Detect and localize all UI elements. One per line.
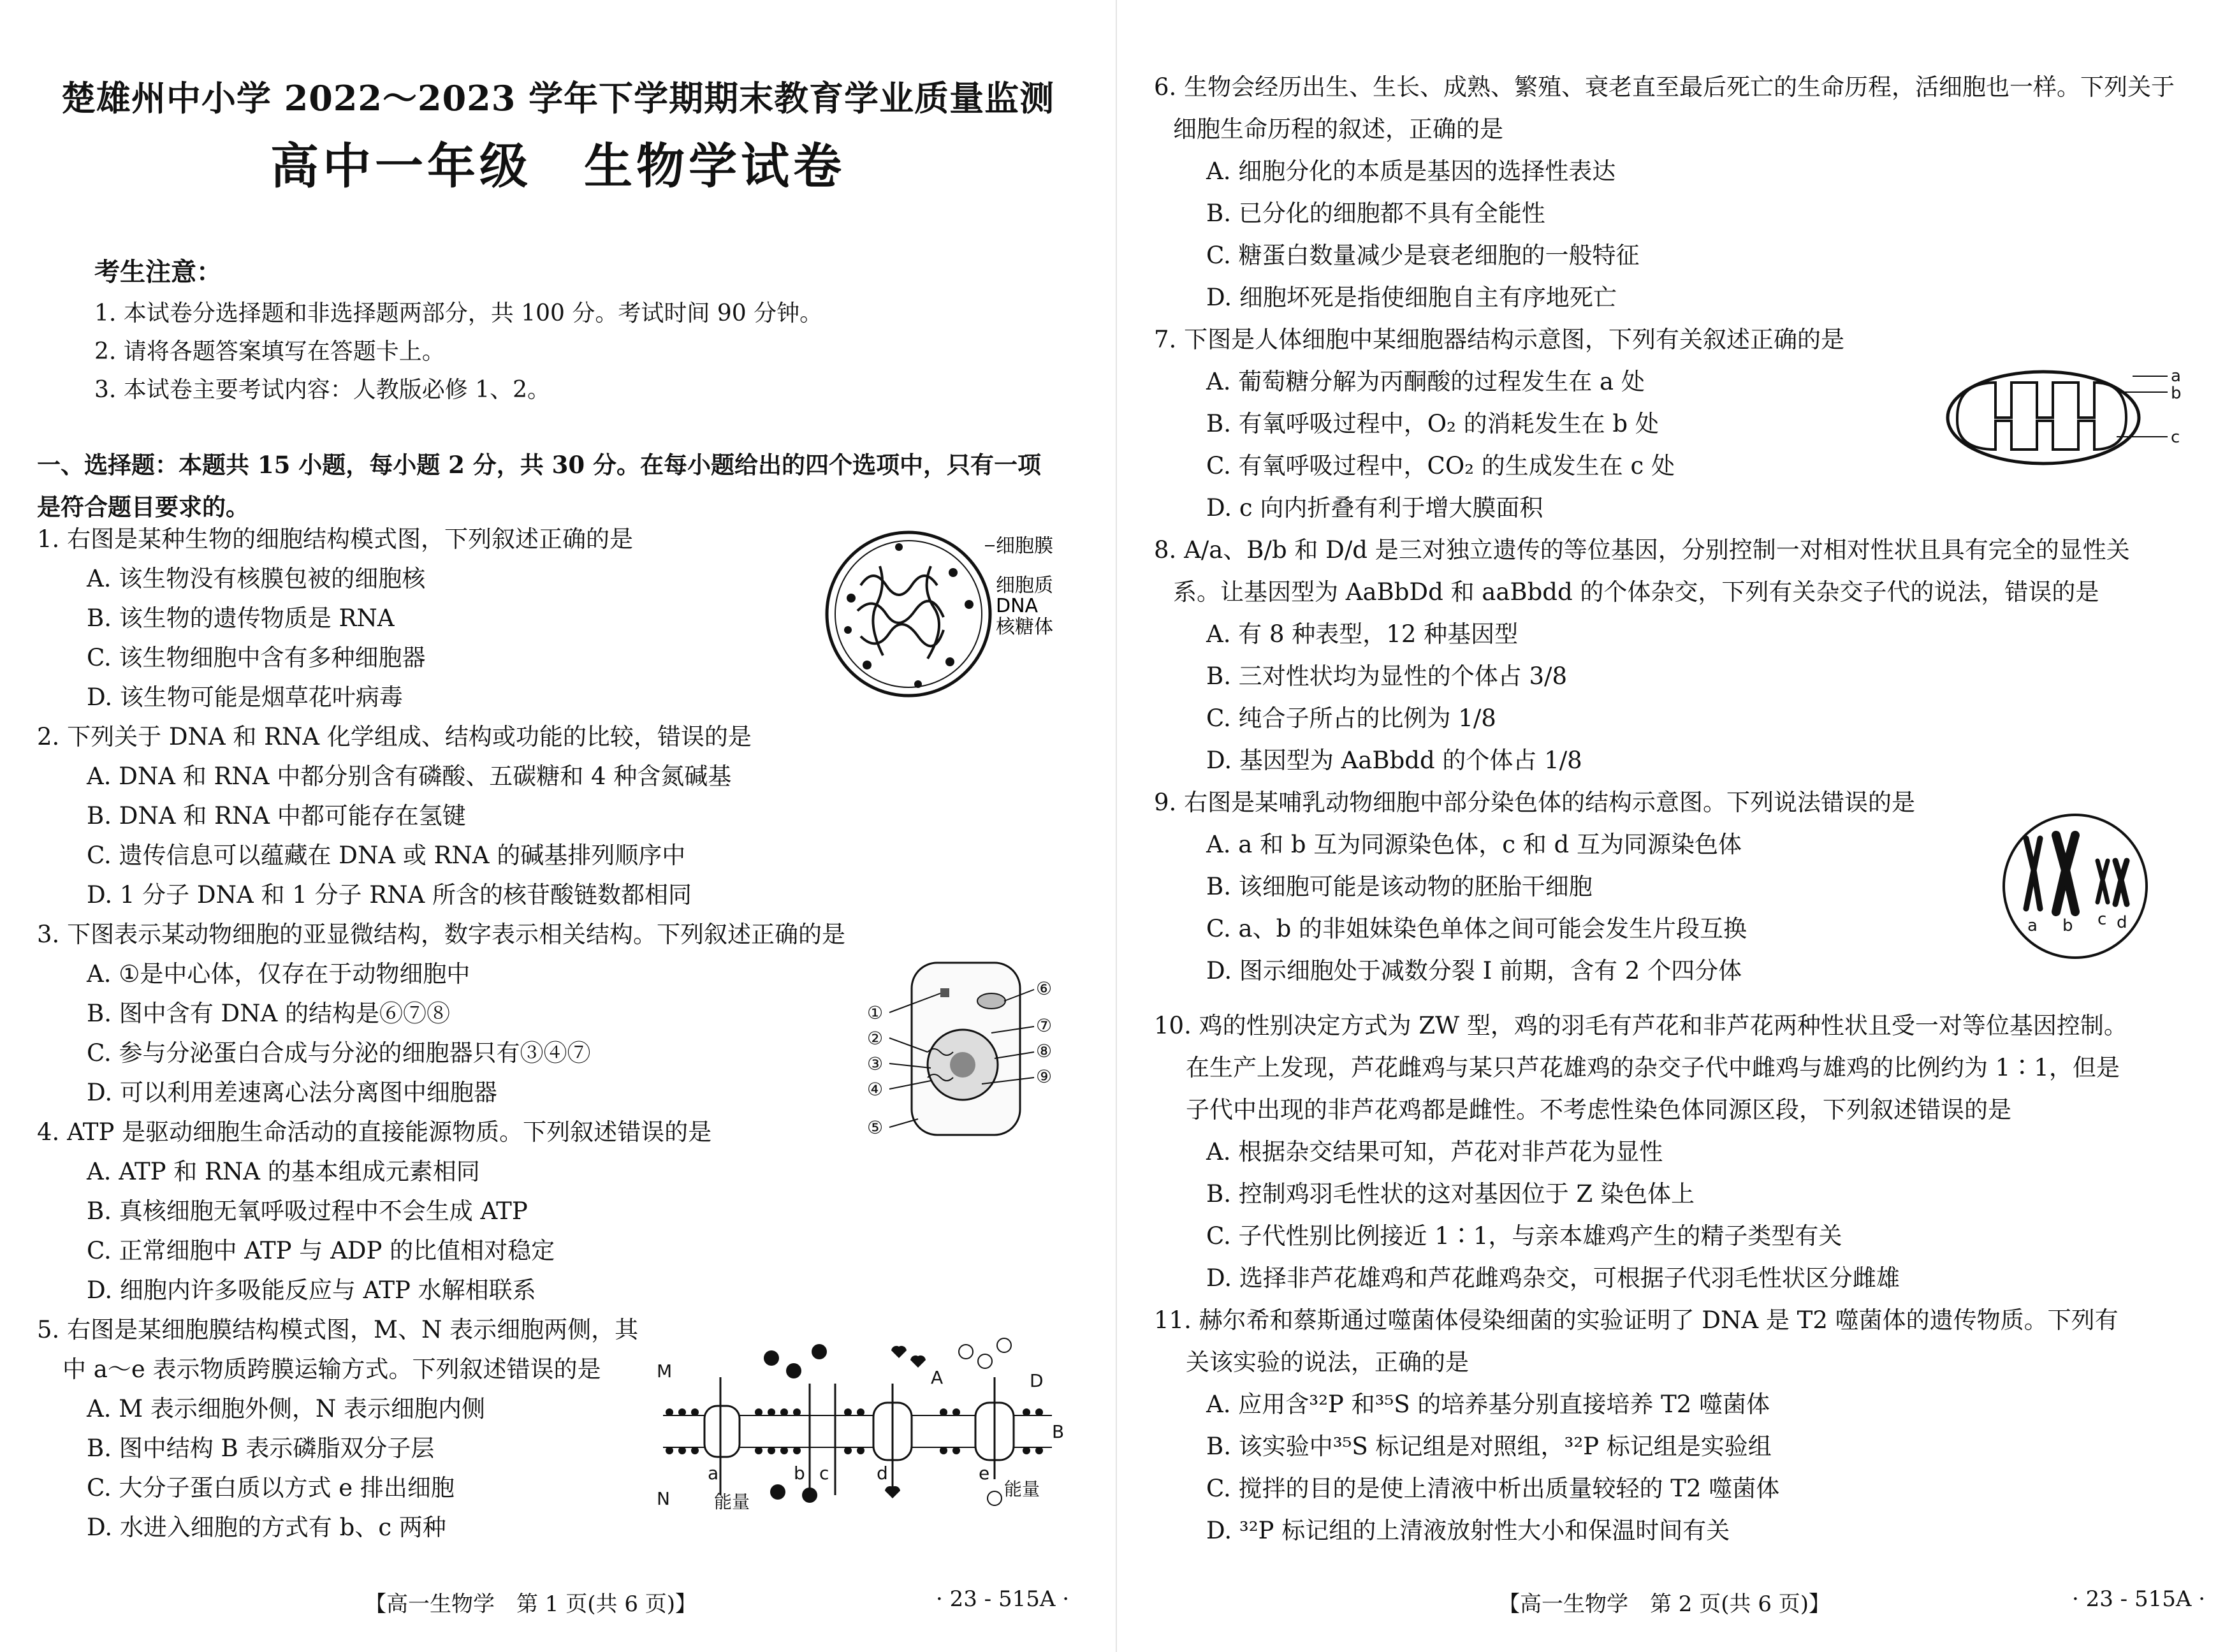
figure1-label-dna: DNA (996, 595, 1039, 617)
question-9-option-a: A. a 和 b 互为同源染色体，c 和 d 互为同源染色体 (1206, 831, 1742, 858)
figure9-label-b: b (2062, 916, 2073, 935)
question-11-option-c: C. 搅拌的目的是使上清液中析出质量较轻的 T2 噬菌体 (1206, 1475, 1780, 1502)
figure3-label-4: ④ (867, 1079, 884, 1100)
question-7-option-c: C. 有氧呼吸过程中，CO₂ 的生成发生在 c 处 (1206, 452, 1675, 479)
figure7-label-c: c (2171, 428, 2180, 447)
figure9-label-a: a (2027, 916, 2038, 935)
question-1-option-b: B. 该生物的遗传物质是 RNA (87, 604, 395, 632)
question-5-stem-line2: 中 a～e 表示物质跨膜运输方式。下列叙述错误的是 (62, 1356, 601, 1383)
question-5-option-d: D. 水进入细胞的方式有 b、c 两种 (87, 1514, 446, 1541)
question-3-stem: 3. 下图表示某动物细胞的亚显微结构，数字表示相关结构。下列叙述正确的是 (37, 921, 846, 948)
question-7-option-a: A. 葡萄糖分解为丙酮酸的过程发生在 a 处 (1206, 368, 1645, 395)
question-9-option-d: D. 图示细胞处于减数分裂 I 前期，含有 2 个四分体 (1206, 957, 1742, 984)
question-4-stem: 4. ATP 是驱动细胞生命活动的直接能源物质。下列叙述错误的是 (37, 1118, 712, 1146)
question-1-stem: 1. 右图是某种生物的细胞结构模式图，下列叙述正确的是 (37, 525, 634, 553)
question-1-option-a: A. 该生物没有核膜包被的细胞核 (87, 565, 426, 592)
figure5-label-a: a (708, 1463, 719, 1484)
chromosome-figure (1989, 810, 2161, 963)
question-2-option-b: B. DNA 和 RNA 中都可能存在氢键 (87, 802, 466, 830)
figure7-label-a: a (2171, 367, 2181, 386)
question-10-option-c: C. 子代性别比例接近 1∶1，与亲本雄鸡产生的精子类型有关 (1206, 1222, 1842, 1250)
question-2-stem: 2. 下列关于 DNA 和 RNA 化学组成、结构或功能的比较，错误的是 (37, 723, 752, 750)
mitochondrion-figure (1938, 363, 2193, 472)
question-4-option-a: A. ATP 和 RNA 的基本组成元素相同 (87, 1158, 480, 1185)
figure3-label-3: ③ (867, 1053, 884, 1074)
figure5-label-energy-2: 能量 (1004, 1479, 1040, 1500)
animal-cell-figure (867, 956, 1058, 1148)
footer-page-label: 【高一生物学 第 2 页(共 6 页)】 (1498, 1591, 1831, 1617)
figure9-label-d: d (2117, 913, 2127, 932)
question-6-option-d: D. 细胞坏死是指使细胞自主有序地死亡 (1206, 284, 1617, 311)
question-10-option-d: D. 选择非芦花雄鸡和芦花雌鸡杂交，可根据子代羽毛性状区分雌雄 (1206, 1264, 1900, 1292)
figure5-label-n: N (657, 1488, 670, 1509)
figure5-label-d-upper: D (1030, 1370, 1044, 1391)
question-9-option-c: C. a、b 的非姐妹染色单体之间可能会发生片段互换 (1206, 915, 1747, 942)
footer-code: · 23 - 515A · (936, 1586, 1070, 1612)
question-1-option-d: D. 该生物可能是烟草花叶病毒 (87, 683, 403, 711)
question-5-stem-line1: 5. 右图是某细胞膜结构模式图，M、N 表示细胞两侧，其 (37, 1316, 639, 1343)
question-6-option-b: B. 已分化的细胞都不具有全能性 (1206, 200, 1545, 227)
question-3-option-c: C. 参与分泌蛋白合成与分泌的细胞器只有③④⑦ (87, 1039, 591, 1067)
question-6-option-a: A. 细胞分化的本质是基因的选择性表达 (1206, 157, 1616, 185)
question-7-option-d: D. c 向内折叠有利于增大膜面积 (1206, 494, 1543, 522)
figure3-label-9: ⑨ (1036, 1066, 1053, 1087)
question-5-option-c: C. 大分子蛋白质以方式 e 排出细胞 (87, 1474, 455, 1502)
figure3-label-2: ② (867, 1028, 884, 1049)
question-2-option-a: A. DNA 和 RNA 中都分别含有磷酸、五碳糖和 4 种含氮碱基 (87, 763, 732, 790)
figure5-label-b-upper: B (1052, 1421, 1065, 1442)
notice-item: 2. 请将各题答案填写在答题卡上。 (94, 339, 445, 365)
question-11-option-b: B. 该实验中³⁵S 标记组是对照组，³²P 标记组是实验组 (1206, 1433, 1772, 1460)
question-4-option-c: C. 正常细胞中 ATP 与 ADP 的比值相对稳定 (87, 1237, 555, 1264)
figure9-label-c: c (2097, 910, 2107, 929)
figure5-label-energy-1: 能量 (714, 1491, 750, 1512)
question-9-stem: 9. 右图是某哺乳动物细胞中部分染色体的结构示意图。下列说法错误的是 (1154, 789, 1916, 816)
question-5-option-b: B. 图中结构 B 表示磷脂双分子层 (87, 1435, 435, 1462)
footer-page-label: 【高一生物学 第 1 页(共 6 页)】 (365, 1591, 697, 1617)
exam-subtitle: 高中一年级 生物学试卷 (270, 138, 845, 194)
exam-title: 楚雄州中小学 2022～2023 学年下学期期末教育学业质量监测 (61, 78, 1055, 119)
figure5-label-e: e (979, 1463, 990, 1484)
question-11-option-a: A. 应用含³²P 和³⁵S 的培养基分别直接培养 T2 噬菌体 (1206, 1391, 1770, 1418)
question-5-option-a: A. M 表示细胞外侧，N 表示细胞内侧 (87, 1395, 486, 1422)
notice-item: 1. 本试卷分选择题和非选择题两部分，共 100 分。考试时间 90 分钟。 (94, 300, 823, 326)
question-6-option-c: C. 糖蛋白数量减少是衰老细胞的一般特征 (1206, 242, 1640, 269)
nucleolus (950, 1052, 975, 1078)
question-8-option-a: A. 有 8 种表型，12 种基因型 (1206, 620, 1519, 648)
question-8-stem-line1: 8. A/a、B/b 和 D/d 是三对独立遗传的等位基因，分别控制一对相对性状且具有完全的显性关 (1154, 536, 2130, 564)
question-8-option-c: C. 纯合子所占的比例为 1/8 (1206, 705, 1496, 732)
mitochondrion (977, 993, 1005, 1009)
figure3-label-7: ⑦ (1036, 1015, 1053, 1036)
question-10-stem-line3: 子代中出现的非芦花鸡都是雌性。不考虑性染色体同源区段，下列叙述错误的是 (1186, 1096, 2011, 1123)
figure1-label-ribosome: 核糖体 (996, 616, 1053, 638)
figure5-label-m: M (657, 1361, 673, 1382)
figure7-label-b: b (2171, 384, 2182, 403)
question-8-option-d: D. 基因型为 AaBbdd 的个体占 1/8 (1206, 747, 1582, 774)
question-10-option-b: B. 控制鸡羽毛性状的这对基因位于 Z 染色体上 (1206, 1180, 1695, 1208)
footer-code: · 23 - 515A · (2072, 1586, 2206, 1612)
question-11-stem-line2: 关该实验的说法，正确的是 (1186, 1349, 1469, 1376)
notice-heading: 考生注意： (94, 257, 222, 287)
question-7-stem: 7. 下图是人体细胞中某细胞器结构示意图，下列有关叙述正确的是 (1154, 326, 1845, 353)
figure3-label-6: ⑥ (1036, 978, 1053, 999)
cell-membrane-figure (657, 1333, 1065, 1524)
question-11-option-d: D. ³²P 标记组的上清液放射性大小和保温时间有关 (1206, 1517, 1730, 1544)
question-4-option-d: D. 细胞内许多吸能反应与 ATP 水解相联系 (87, 1276, 536, 1304)
figure1-label-membrane: 细胞膜 (996, 535, 1053, 557)
figure5-label-b: b (794, 1463, 805, 1484)
carrier-protein-a (704, 1406, 740, 1457)
question-1-option-c: C. 该生物细胞中含有多种细胞器 (87, 644, 426, 671)
question-10-stem-line2: 在生产上发现，芦花雌鸡与某只芦花雄鸡的杂交子代中雌鸡与雄鸡的比例约为 1∶1，但是 (1186, 1054, 2120, 1081)
question-7-option-b: B. 有氧呼吸过程中，O₂ 的消耗发生在 b 处 (1206, 410, 1659, 437)
question-11-stem-line1: 11. 赫尔希和蔡斯通过噬菌体侵染细菌的实验证明了 DNA 是 T2 噬菌体的遗传物质。下列有 (1154, 1306, 2119, 1334)
figure3-label-8: ⑧ (1036, 1041, 1053, 1062)
question-10-stem-line1: 10. 鸡的性别决定方式为 ZW 型，鸡的羽毛有芦花和非芦花两种性状且受一对等位基因控制。 (1154, 1012, 2127, 1039)
question-4-option-b: B. 真核细胞无氧呼吸过程中不会生成 ATP (87, 1197, 528, 1225)
figure3-label-1: ① (867, 1002, 884, 1023)
centrosome (940, 988, 949, 997)
prokaryote-cell-figure (822, 528, 1097, 700)
question-10-option-a: A. 根据杂交结果可知，芦花对非芦花为显性 (1206, 1138, 1663, 1166)
question-6-stem-line1: 6. 生物会经历出生、生长、成熟、繁殖、衰老直至最后死亡的生命历程，活细胞也一样。下列关于 (1154, 73, 2175, 101)
question-3-option-a: A. ①是中心体，仅存在于动物细胞中 (87, 960, 470, 988)
figure1-label-cytoplasm: 细胞质 (996, 574, 1053, 597)
question-8-option-b: B. 三对性状均为显性的个体占 3/8 (1206, 662, 1568, 690)
question-9-option-b: B. 该细胞可能是该动物的胚胎干细胞 (1206, 873, 1593, 900)
figure5-label-c: c (819, 1463, 829, 1484)
question-2-option-c: C. 遗传信息可以蕴藏在 DNA 或 RNA 的碱基排列顺序中 (87, 842, 686, 869)
question-3-option-d: D. 可以利用差速离心法分离图中细胞器 (87, 1079, 497, 1106)
figure5-label-a-upper: A (931, 1367, 944, 1388)
question-3-option-b: B. 图中含有 DNA 的结构是⑥⑦⑧ (87, 1000, 450, 1027)
question-8-stem-line2: 系。让基因型为 AaBbDd 和 aaBbdd 的个体杂交，下列有关杂交子代的说法，错误的是 (1173, 578, 2099, 606)
section-heading: 一、选择题：本题共 15 小题，每小题 2 分，共 30 分。在每小题给出的四个选项中，只有一项是符合题目要求的。 (37, 451, 1042, 521)
figure5-label-d: d (877, 1463, 888, 1484)
exam-page-2 (1116, 0, 2232, 1652)
question-2-option-d: D. 1 分子 DNA 和 1 分子 RNA 所含的核苷酸链数都相同 (87, 881, 692, 909)
notice-item: 3. 本试卷主要考试内容：人教版必修 1、2。 (94, 377, 551, 403)
question-6-stem-line2: 细胞生命历程的叙述，正确的是 (1173, 115, 1503, 143)
figure3-label-5: ⑤ (867, 1117, 884, 1138)
